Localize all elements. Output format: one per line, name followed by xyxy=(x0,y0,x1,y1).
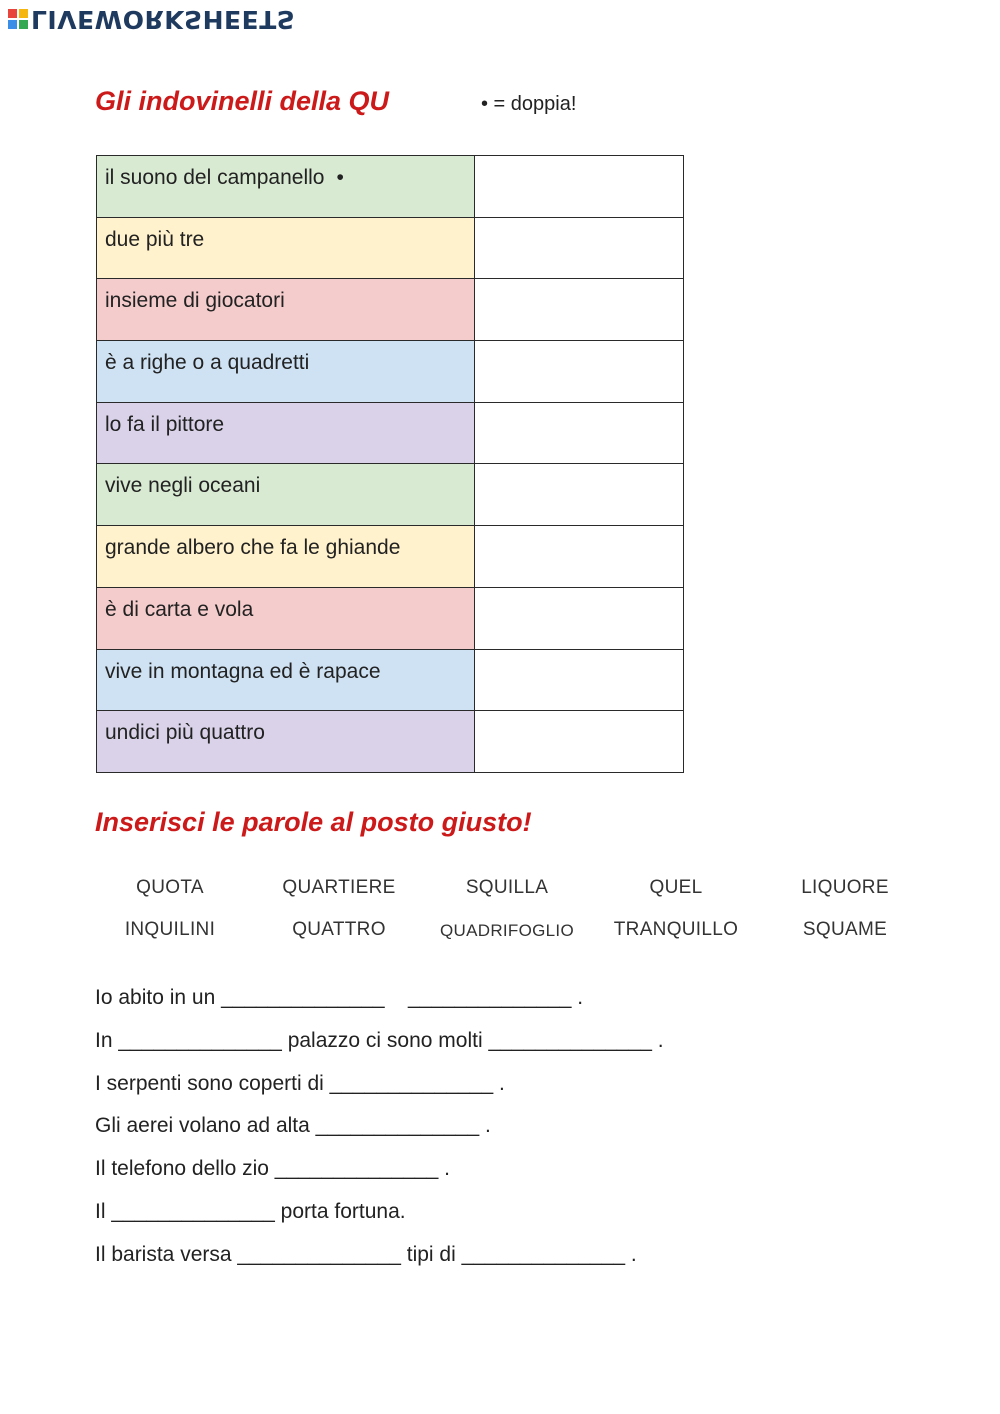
riddle-answer-field[interactable] xyxy=(475,587,684,649)
riddle-answer-field[interactable] xyxy=(475,526,684,588)
riddle-row xyxy=(97,711,684,773)
riddles-title: Gli indovinelli della QU xyxy=(95,86,390,116)
riddle-clue xyxy=(97,587,475,649)
riddle-answer-field[interactable] xyxy=(475,402,684,464)
word-bank-word[interactable]: INQUILINI xyxy=(124,919,216,940)
fill-in-sentence[interactable]: Gli aerei volano ad alta ______________ . xyxy=(95,1114,491,1138)
fill-in-sentence[interactable]: Il ______________ porta fortuna. xyxy=(95,1200,406,1223)
fill-in-sentence[interactable]: Io abito in un ______________ ______________ . xyxy=(95,986,584,1009)
fill-in-sentence[interactable]: I serpenti sono coperti di ______________ . xyxy=(95,1071,505,1095)
fill-in-sentence[interactable]: In ______________ palazzo ci sono molti ______________ . xyxy=(95,1028,664,1052)
riddle-clue-text: lo fa il pittore xyxy=(105,412,225,436)
riddle-row xyxy=(97,587,684,649)
riddle-clue xyxy=(97,341,475,403)
riddle-answer-field[interactable] xyxy=(475,711,684,773)
logo-text: LIVEWORKSHEETS xyxy=(31,4,296,34)
riddle-clue-text: undici più quattro xyxy=(105,721,265,745)
riddle-row xyxy=(97,526,684,588)
word-bank-word[interactable]: SQUILLA xyxy=(465,877,549,898)
word-bank-word[interactable]: QUATTRO xyxy=(292,919,386,940)
word-bank-word[interactable]: QUEL xyxy=(649,877,703,898)
logo-block-red xyxy=(8,9,17,18)
riddle-clue-text: è di carta e vola xyxy=(105,597,254,621)
riddle-row xyxy=(97,402,684,464)
liveworksheets-logo xyxy=(8,4,295,34)
riddle-clue-text: vive in montagna ed è rapace xyxy=(105,659,381,683)
logo-blocks xyxy=(8,9,28,29)
riddle-clue xyxy=(97,217,475,279)
riddle-clue-text: insieme di giocatori xyxy=(105,289,285,313)
riddle-answer-field[interactable] xyxy=(475,341,684,403)
riddle-clue-text: è a righe o a quadretti xyxy=(105,351,310,375)
riddle-answer-field[interactable] xyxy=(475,217,684,279)
logo-block-yellow xyxy=(19,9,28,18)
riddle-clue xyxy=(97,526,475,588)
double-letter-legend: • = doppia! xyxy=(481,93,577,115)
riddle-row xyxy=(97,341,684,403)
riddle-row xyxy=(97,464,684,526)
riddle-clue xyxy=(97,464,475,526)
riddle-answer-field[interactable] xyxy=(475,279,684,341)
double-letter-bullet: • xyxy=(336,166,344,189)
riddle-clue xyxy=(97,649,475,711)
word-bank-word[interactable]: TRANQUILLO xyxy=(613,919,739,940)
riddle-row xyxy=(97,156,684,218)
riddle-row xyxy=(97,649,684,711)
logo-block-blue xyxy=(8,20,17,29)
word-bank-word[interactable]: QUOTA xyxy=(136,877,204,898)
fill-in-sentence[interactable]: Il telefono dello zio ______________ . xyxy=(95,1157,450,1181)
riddle-clue xyxy=(97,156,475,218)
logo-block-green xyxy=(19,20,28,29)
riddle-clue-text: grande albero che fa le ghiande xyxy=(105,536,401,560)
word-bank-word[interactable]: QUADRIFOGLIO xyxy=(440,921,574,940)
word-bank-word[interactable]: LIQUORE xyxy=(801,877,889,898)
riddle-clue xyxy=(97,402,475,464)
riddle-clue-text: due più tre xyxy=(105,227,205,251)
riddle-answer-field[interactable] xyxy=(475,156,684,218)
riddle-row xyxy=(97,279,684,341)
riddle-answer-field[interactable] xyxy=(475,464,684,526)
riddles-table xyxy=(96,155,684,773)
fill-in-sentence[interactable]: Il barista versa ______________ tipi di ______________ . xyxy=(95,1242,637,1266)
riddle-row xyxy=(97,217,684,279)
riddle-clue xyxy=(97,279,475,341)
riddle-answer-field[interactable] xyxy=(475,649,684,711)
riddle-clue-text: vive negli oceani xyxy=(105,474,261,498)
riddle-clue-text: il suono del campanello xyxy=(105,166,325,189)
word-bank-word[interactable]: QUARTIERE xyxy=(282,877,396,898)
word-bank-word[interactable]: SQUAME xyxy=(802,919,888,940)
exercise-title: Inserisci le parole al posto giusto! xyxy=(95,807,532,837)
riddle-clue xyxy=(97,711,475,773)
